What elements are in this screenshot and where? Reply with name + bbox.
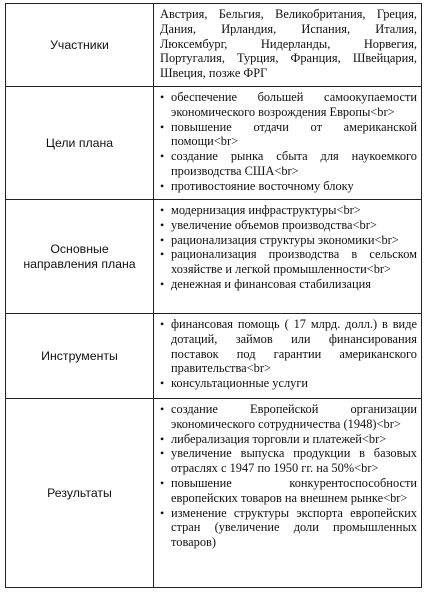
bullet-icon: • <box>160 178 165 193</box>
list-item-text: увеличение выпуска продукции в базовых отраслях с 1947 по 1950 гг. на 50%<br> <box>171 446 417 476</box>
list-item <box>160 506 417 550</box>
bullet-icon: • <box>160 232 165 247</box>
list-item <box>160 203 417 218</box>
bullet-icon: • <box>160 402 165 416</box>
list-item-text: обеспечение большей самоокупаемости экономического возрождения Европы<br> <box>171 90 417 119</box>
bullet-icon: • <box>160 276 165 291</box>
list-item-text: противостояние восточному блоку <box>171 178 354 193</box>
table-row-directions <box>6 200 422 314</box>
goals-cell <box>154 87 422 200</box>
list-item <box>160 476 417 506</box>
marshall-plan-table <box>5 3 422 588</box>
list-item <box>160 90 417 120</box>
bullet-icon: • <box>160 203 165 217</box>
list-item <box>160 446 417 476</box>
list-item-text: изменение структуры экспорта европейских стран (увеличение доли промышленных товаров) <box>171 505 417 550</box>
list-item-text: повышение отдачи от американской помощи<br> <box>171 119 417 149</box>
directions-list <box>160 203 417 292</box>
participants-list: Австрия, Бельгия, Великобритания, Греция, Дания, Ирландия, Испания, Италия, Люксембург, Нидерланды, Норвегия, Португалия, Турция, Франция, Швейцария, Швеция, позже ФРГ <box>160 7 417 81</box>
list-item <box>160 120 417 150</box>
table-row-instruments <box>6 314 422 399</box>
bullet-icon: • <box>160 376 165 391</box>
list-item <box>160 376 417 391</box>
list-item <box>160 277 417 292</box>
results-cell <box>154 399 422 588</box>
list-item <box>160 402 417 432</box>
bullet-icon: • <box>160 446 165 461</box>
list-item <box>160 179 417 194</box>
bullet-icon: • <box>160 149 165 164</box>
list-item-text: создание рынка сбыта для наукоемкого производства США<br> <box>171 149 417 178</box>
list-item <box>160 149 417 179</box>
list-item-text: финансовая помощь ( 17 млрд. долл.) в виде дотаций, займов или финансирования поставок под гарантии американского правительства<br> <box>171 317 417 376</box>
goals-list <box>160 90 417 194</box>
list-item <box>160 233 417 248</box>
list-item-text: создание Европейской организации экономического сотрудничества (1948)<br> <box>171 402 417 431</box>
list-item-text: модернизация инфраструктуры<br> <box>171 203 361 217</box>
bullet-icon: • <box>160 119 165 134</box>
row-label-directions: Основные направления плана <box>6 200 154 314</box>
row-label-participants: Участники <box>6 4 154 87</box>
list-item-text: рационализация структуры экономики<br> <box>171 232 399 247</box>
list-item <box>160 247 417 277</box>
row-label-instruments: Инструменты <box>6 314 154 399</box>
bullet-icon: • <box>160 505 165 520</box>
table-row-results <box>6 399 422 588</box>
list-item <box>160 317 417 376</box>
instruments-list <box>160 317 417 391</box>
bullet-icon: • <box>160 247 165 262</box>
list-item-text: увеличение объемов производства<br> <box>171 217 377 232</box>
list-item-text: денежная и финансовая стабилизация <box>171 276 371 291</box>
row-label-goals: Цели плана <box>6 87 154 200</box>
table-row-goals <box>6 87 422 200</box>
bullet-icon: • <box>160 217 165 232</box>
results-list <box>160 402 417 550</box>
directions-cell <box>154 200 422 314</box>
row-label-results: Результаты <box>6 399 154 588</box>
bullet-icon: • <box>160 90 165 104</box>
bullet-icon: • <box>160 431 165 446</box>
list-item <box>160 432 417 447</box>
bullet-icon: • <box>160 317 165 331</box>
list-item-text: консультационные услуги <box>171 376 309 391</box>
bullet-icon: • <box>160 475 165 490</box>
list-item-text: либерализация торговли и платежей<br> <box>171 431 387 446</box>
list-item <box>160 218 417 233</box>
table-row-participants <box>6 4 422 87</box>
instruments-cell <box>154 314 422 399</box>
list-item-text: рационализация производства в сельском хозяйстве и легкой промышленности<br> <box>171 247 417 277</box>
list-item-text: повышение конкурентоспособности европейских товаров на внешнем рынке<br> <box>171 475 417 505</box>
participants-cell <box>154 4 422 87</box>
